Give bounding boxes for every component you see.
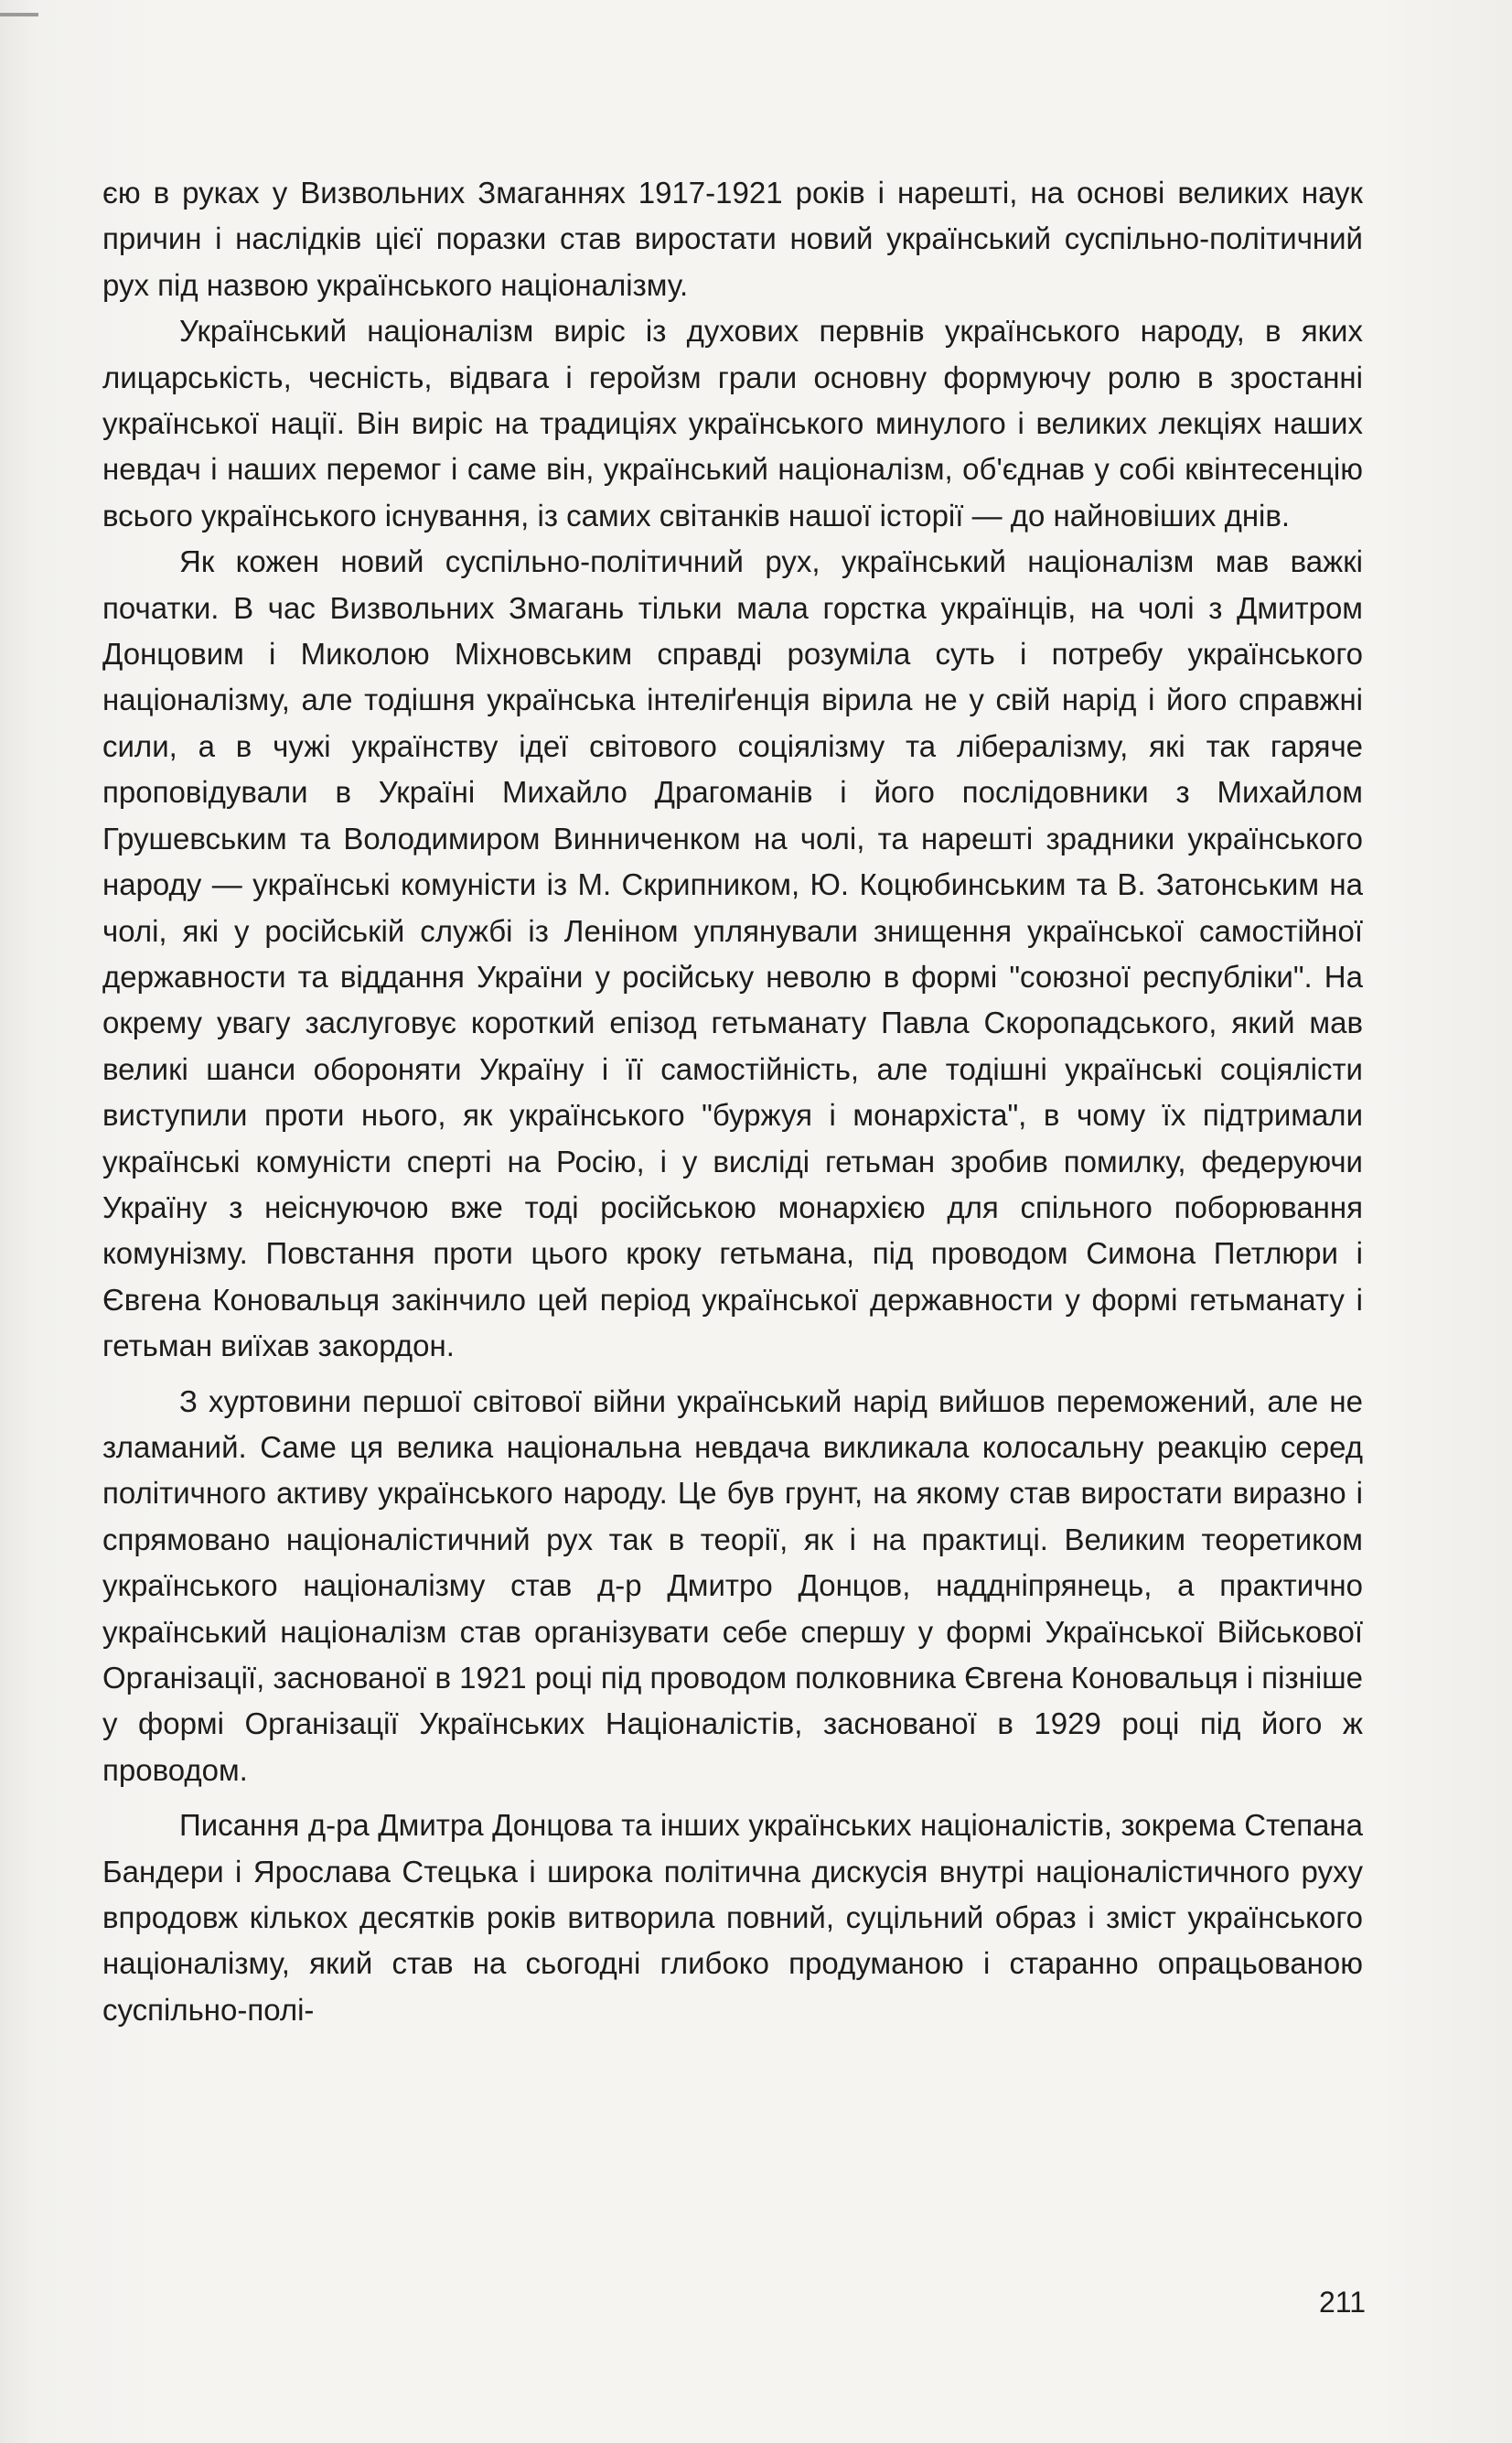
paragraph-3: Як кожен новий суспільно-політичний рух, український націоналізм мав важкі початки. В час Визвольних Змагань тільки мала горстка українців, на чолі з Дмитром Донцовим і Миколою Міхновським справді розуміла суть і потребу українського націоналізму, але тодішня українська інтеліґенція вірила не у свій нарід і його справжні сили, а в чужі українству ідеї світового соціялізму та лібералізму, які так гаряче проповідували в Україні Михайло Драгоманів і його послідовники з Михайлом Грушевським та Володимиром Винниченком на чолі, та нарешті зрадники українського народу — українські комуністи із М. Скрипником, Ю. Коцюбинським та В. Затонським на чолі, які у російській службі із Леніном уплянували знищення української самостійної державности та віддання України у російську неволю в формі "союзної республіки". На окрему увагу заслуговує короткий епізод гетьманату Павла Скоропадського, який мав великі шанси обороняти Україну і її самостійність, але тодішні українські соціялісти виступили проти нього, як українського "буржуя і монархіста", в чому їх підтримали українські комуністи сперті на Росію, і у висліді гетьман зробив помилку, федеруючи Україну з неіснуючою вже тоді російською монархією для спільного поборювання комунізму. Повстання проти цього кроку гетьмана, під проводом Симона Петлюри і Євгена Коновальця закінчило цей період української державности у формі гетьманату і гетьман виїхав закордон.: [102, 544, 1363, 1363]
page-number: 211: [1318, 2286, 1366, 2319]
body-text: [102, 170, 1363, 2033]
paragraph-2: Український націоналізм виріс із духових первнів українського народу, в яких лицарськість, чесність, відвага і геройзм грали основну формуючу ролю в зростанні української нації. Він виріс на традиціях українського минулого і великих лекціях наших невдач і наших перемог і саме він, український націоналізм, об'єднав у собі квінтесенцію всього українського існування, із самих світанків нашої історії — до найновіших днів.: [102, 314, 1363, 533]
page-edge-mark: [0, 13, 38, 16]
paragraph-4: З хуртовини першої світової війни український нарід вийшов переможений, але не зламаний. Саме ця велика національна невдача викликала колосальну реакцію серед політичного активу українського народу. Це був грунт, на якому став виростати виразно і спрямовано націоналістичний рух так в теорії, як і на практиці. Великим теоретиком українського націоналізму став д-р Дмитро Донцов, наддніпрянець, а практично український націоналізм став організувати себе спершу у формі Української Військової Організації, заснованої в 1921 році під проводом полковника Євгена Коновальця і пізніше у формі Організації Українських Націоналістів, заснованої в 1929 році під його ж проводом.: [102, 1383, 1364, 1787]
paragraph-1: єю в руках у Визвольних Змаганнях 1917-1921 років і нарешті, на основі великих наук причин і наслідків цієї поразки став виростати новий український суспільно-політичний рух під назвою українського націоналізму.: [102, 176, 1363, 302]
paragraph-5: Писання д-ра Дмитра Донцова та інших українських націоналістів, зокрема Степана Бандери і Ярослава Стецька і широка політична дискусія внутрі націоналістичного руху впродовж кількох десятків років витворила повний, суцільний образ і зміст українського націоналізму, який став на сьогодні глибоко продуманою і старанно опрацьованою суспільно-полі-: [102, 1808, 1363, 2027]
